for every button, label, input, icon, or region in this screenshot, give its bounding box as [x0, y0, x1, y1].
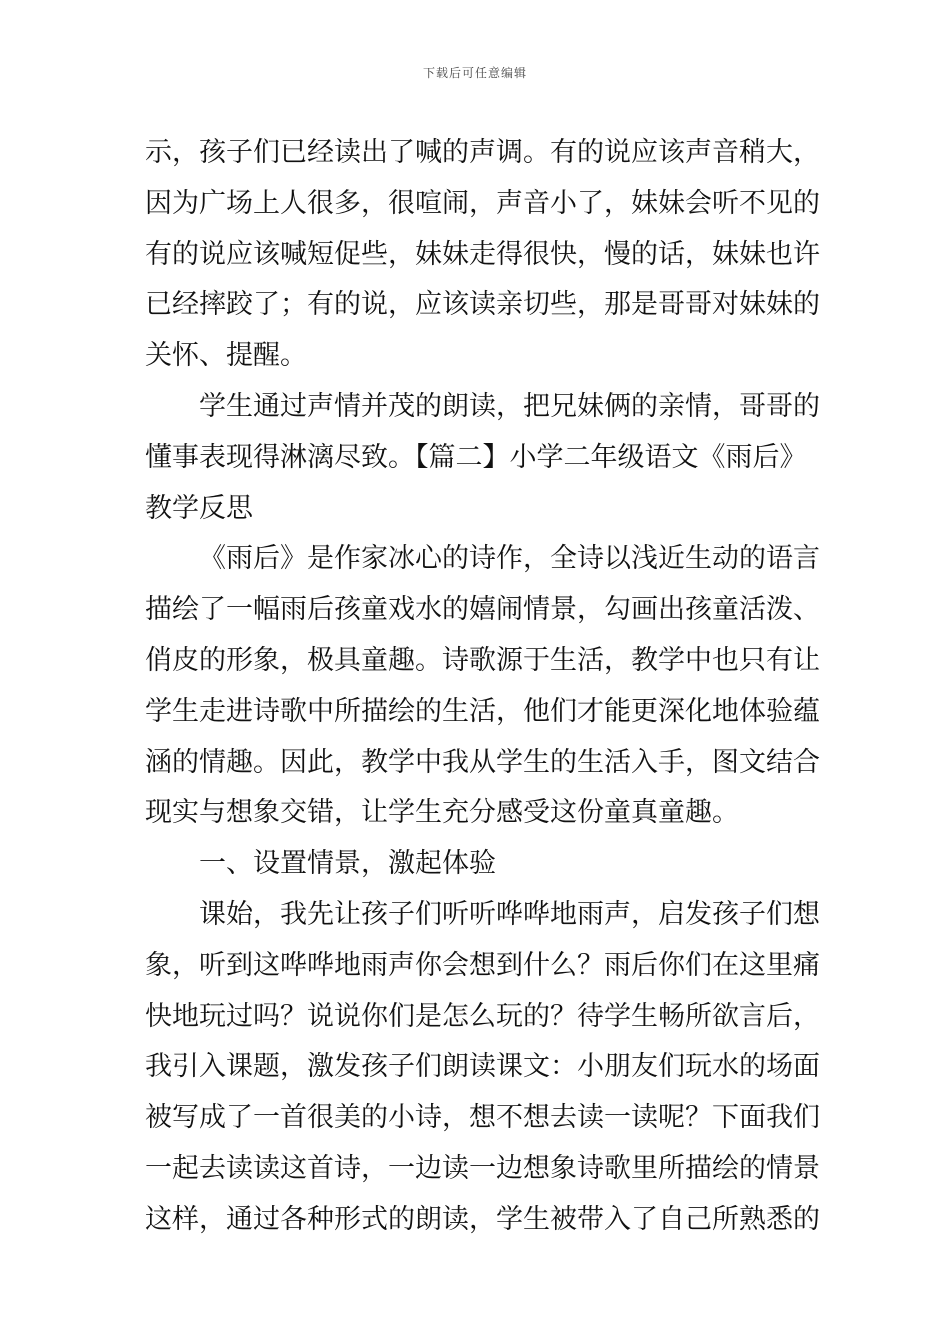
text-line: 有的说应该喊短促些，妹妹走得很快，慢的话，妹妹也许: [145, 238, 820, 270]
text-line: 学生走进诗歌中所描绘的生活，他们才能更深化地体验蕴: [145, 695, 820, 727]
paragraph-start-line: 学生通过声情并茂的朗读，把兄妹俩的亲情，哥哥的: [199, 390, 820, 422]
text-line: 快地玩过吗？说说你们是怎么玩的？待学生畅所欲言后，: [145, 1000, 820, 1032]
text-line: 一起去读读这首诗，一边读一边想象诗歌里所描绘的情景: [145, 1152, 820, 1184]
text-line: 已经摔跤了；有的说，应该读亲切些，那是哥哥对妹妹的: [145, 289, 820, 321]
paragraph-start-line: 《雨后》是作家冰心的诗作，全诗以浅近生动的语言: [199, 543, 820, 575]
section-heading: 一、设置情景，激起体验: [199, 848, 496, 880]
text-line: 这样，通过各种形式的朗读，学生被带入了自己所熟悉的: [145, 1203, 820, 1235]
page-header: 下载后可任意编辑: [422, 66, 527, 80]
text-line: 懂事表现得淋漓尽致。【篇二】小学二年级语文《雨后》: [145, 441, 807, 473]
text-line: 关怀、提醒。: [145, 340, 307, 372]
text-line: 示，孩子们已经读出了喊的声调。有的说应该声音稍大，: [145, 137, 820, 168]
paragraph-start-line: 课始，我先让孩子们听听哗哗地雨声，启发孩子们想: [199, 898, 820, 930]
text-line: 我引入课题，激发孩子们朗读课文：小朋友们玩水的场面: [145, 1051, 820, 1083]
text-line: 涵的情趣。因此，教学中我从学生的生活入手，图文结合: [145, 746, 820, 778]
text-line: 描绘了一幅雨后孩童戏水的嬉闹情景，勾画出孩童活泼、: [145, 594, 820, 626]
text-line: 因为广场上人很多，很喧闹，声音小了，妹妹会听不见的: [145, 187, 820, 219]
text-line: 被写成了一首很美的小诗，想不想去读一读呢？下面我们: [145, 1102, 820, 1134]
text-line: 俏皮的形象，极具童趣。诗歌源于生活，教学中也只有让: [145, 644, 820, 676]
body-text: [145, 128, 820, 1246]
text-line: 教学反思: [145, 492, 253, 524]
text-line: 象，听到这哗哗地雨声你会想到什么？雨后你们在这里痛: [145, 949, 820, 981]
text-line: 现实与想象交错，让学生充分感受这份童真童趣。: [145, 797, 739, 829]
